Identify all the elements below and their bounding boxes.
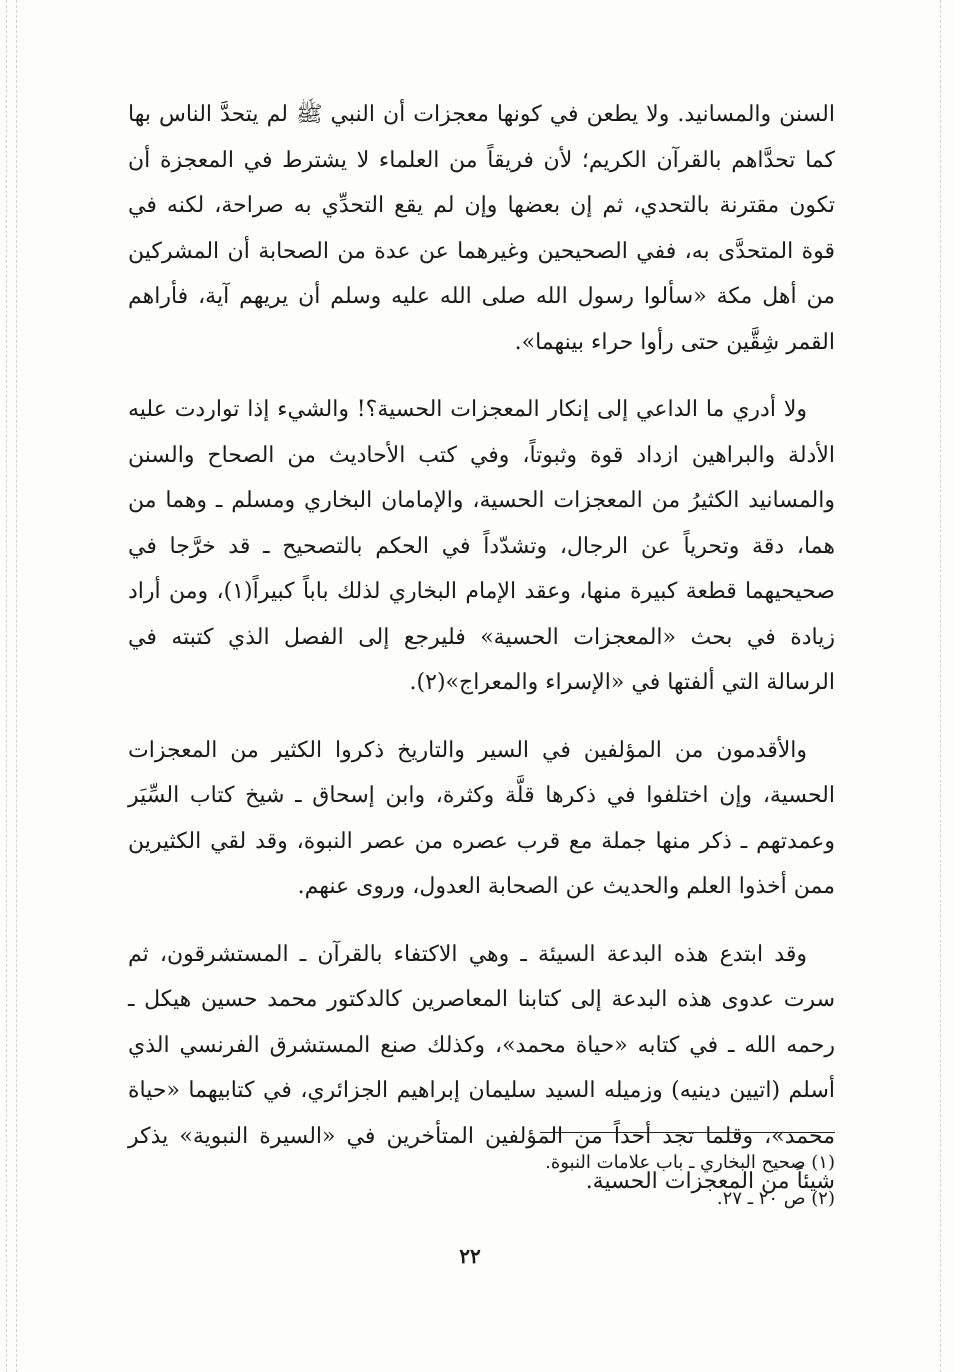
footnotes xyxy=(440,1145,835,1217)
paragraph-1: السنن والمسانيد. ولا يطعن في كونها معجزات أن النبي ﷺ لم يتحدَّ الناس بها كما تحدَّاهم بالقرآن الكريم؛ لأن فريقاً من العلماء لا يشترط في المعجزة أن تكون مقترنة بالتحدي، ثم إن بعضها وإن لم يقع التحدِّي به صراحة، لكنه في قوة المتحدَّى به، ففي الصحيحين وغيرهما عن عدة من الصحابة أن المشركين من أهل مكة «سألوا رسول الله صلى الله عليه وسلم أن يريهم آية، فأراهم القمر شِقَّين حتى رأوا حراء بينهما». xyxy=(128,102,835,355)
scan-edge-line xyxy=(940,0,941,1372)
footnote-divider xyxy=(540,1132,835,1133)
paragraph-4: وقد ابتدع هذه البدعة السيئة ـ وهي الاكتفاء بالقرآن ـ المستشرقون، ثم سرت عدوى هذه البدعة إلى كتابنا المعاصرين كالدكتور محمد حسين هيكل ـ رحمه الله ـ في كتابه «حياة محمد»، وكذلك صنع المستشرق الفرنسي الذي أسلم (اتيين دينيه) وزميله السيد سليمان إبراهيم الجزائري، في كتابيهما «حياة محمد»، وقلما تجد أحداً من المؤلفين المتأخرين في «السيرة النبوية» يذكر شيئاً من المعجزات الحسية. xyxy=(128,941,835,1194)
main-text xyxy=(128,92,835,1227)
footnote-2: (٢) ص ٢٠ ـ ٢٧. xyxy=(716,1188,835,1209)
page-number: ٢٢ xyxy=(459,1244,481,1268)
scan-edge-line xyxy=(6,0,7,1372)
paragraph-3: والأقدمون من المؤلفين في السير والتاريخ ذكروا الكثير من المعجزات الحسية، وإن اختلفوا في ذكرها قلَّة وكثرة، وابن إسحاق ـ شيخ كتاب السِّيَر وعمدتهم ـ ذكر منها جملة مع قرب عصره من عصر النبوة، وقد لقي الكثيرين ممن أخذوا العلم والحديث عن الصحابة العدول، وروى عنهم. xyxy=(128,737,835,899)
scan-edge-line xyxy=(16,0,17,1372)
paragraph-2: ولا أدري ما الداعي إلى إنكار المعجزات الحسية؟! والشيء إذا تواردت عليه الأدلة والبراهين ازداد قوة وثبوتاً، وفي كتب الأحاديث من الصحاح والسنن والمسانيد الكثيرُ من المعجزات الحسية، والإمامان البخاري ومسلم ـ وهما من هما، دقة وتحرياً عن الرجال، وتشدّداً في الحكم بالتصحيح ـ قد خرَّجا في صحيحيهما قطعة كبيرة منها، وعقد الإمام البخاري لذلك باباً كبيراً(١)، ومن أراد زيادة في بحث «المعجزات الحسية» فليرجع إلى الفصل الذي كتبته في الرسالة التي ألفتها في «الإسراء والمعراج»(٢). xyxy=(128,397,835,695)
footnote-1: (١) صحيح البخاري ـ باب علامات النبوة. xyxy=(545,1152,835,1173)
